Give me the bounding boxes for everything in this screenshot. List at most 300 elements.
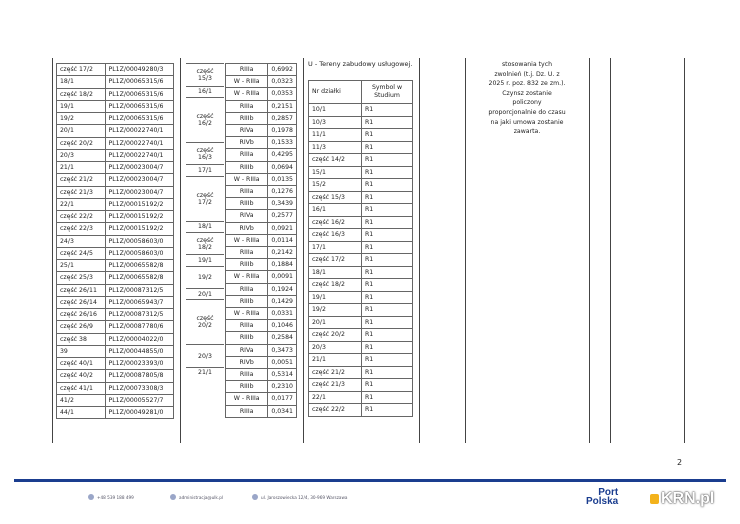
parcel-group-text: 21/1 [198,369,212,377]
land-register-number: PL1Z/00073308/3 [105,382,174,394]
area-value: 0,5314 [268,369,297,381]
land-register-number: PL1Z/00015192/2 [105,198,174,210]
table-row [226,149,297,161]
table-row [57,272,174,284]
krn-text: KRN.pl [661,490,715,507]
parcel-number: część 22/2 [309,404,362,417]
frame-line [589,58,590,443]
zone-symbol: R1 [362,266,413,279]
table-row [226,295,297,307]
land-register-number: PL1Z/00065315/6 [105,100,174,112]
area-value: 0,0091 [268,271,297,283]
table-row [226,222,297,234]
table-row [309,329,413,342]
land-class: RIVb [226,137,268,149]
zone-symbol: R1 [362,179,413,192]
area-value: 0,1924 [268,283,297,295]
legal-line: Czynsz zostanie [502,89,552,97]
column-header: Nr działki [309,81,362,104]
parcel-group-label [186,86,224,97]
table-row [309,316,413,329]
table-row [57,88,174,100]
phone-icon [88,494,94,500]
table-row [57,260,174,272]
area-value: 0,0114 [268,234,297,246]
land-class: W - RIIIa [226,234,268,246]
footer-email-text: administracja@ulk.pl [179,494,224,500]
parcel-number: 19/1 [57,100,106,112]
table-row [309,104,413,117]
table-row [226,234,297,246]
page-number: 2 [677,458,683,467]
table-row [57,198,174,210]
table-row [226,64,297,76]
area-value: 0,0353 [268,88,297,100]
footer-phone [88,494,134,500]
parcel-number: 15/1 [309,166,362,179]
land-class: W - RIIIa [226,76,268,88]
table-row [226,173,297,185]
table-row [226,198,297,210]
zone-symbol: R1 [362,341,413,354]
table-row [226,112,297,124]
lock-icon [650,494,659,504]
area-value: 0,1046 [268,320,297,332]
area-value: 0,6992 [268,64,297,76]
frame-line [52,58,53,443]
land-class: RIVa [226,344,268,356]
table-row [57,407,174,419]
table-row [309,391,413,404]
zone-symbol: R1 [362,291,413,304]
table-row [57,296,174,308]
area-value: 0,1978 [268,125,297,137]
parcel-group-text: 16/2 [198,119,212,127]
zone-symbol: R1 [362,366,413,379]
table-row [226,308,297,320]
zone-symbol: R1 [362,391,413,404]
land-class: W - RIIIa [226,271,268,283]
parcel-number: 44/1 [57,407,106,419]
area-value: 0,1276 [268,186,297,198]
land-class: RIVa [226,125,268,137]
parcel-number: 21/1 [57,162,106,174]
parcel-number: 41/2 [57,394,106,406]
table-row [57,321,174,333]
table-row [57,235,174,247]
land-register-number: PL1Z/00058603/0 [105,247,174,259]
parcel-group-text: 20/3 [198,352,212,360]
frame-line [303,58,304,443]
land-register-number: PL1Z/00044855/0 [105,345,174,357]
parcel-number: część 18/2 [309,279,362,292]
table-row [309,304,413,317]
parcel-number: część 22/2 [57,211,106,223]
table-row [309,166,413,179]
land-class: RIVa [226,210,268,222]
footer-address [252,494,347,500]
parcel-number: część 16/2 [309,216,362,229]
table-row [309,279,413,292]
table-row [226,88,297,100]
table-row [57,358,174,370]
parcel-number: 10/1 [309,104,362,117]
table-row [57,113,174,125]
table-row [226,356,297,368]
area-value: 0,2584 [268,332,297,344]
land-register-number: PL1Z/00023004/7 [105,174,174,186]
zone-symbol: R1 [362,354,413,367]
parcel-group-label [186,367,224,378]
parcel-number: 19/2 [57,113,106,125]
table-row [226,283,297,295]
area-value: 0,0177 [268,393,297,405]
parcel-number: 19/1 [309,291,362,304]
parcel-number: 19/2 [309,304,362,317]
parcel-number: 20/1 [309,316,362,329]
table-row [226,393,297,405]
parcel-number: część 40/2 [57,370,106,382]
area-value: 0,2151 [268,100,297,112]
land-class: RIIIa [226,64,268,76]
land-class: RIIIa [226,320,268,332]
legal-text [466,60,588,137]
land-class: RIIIb [226,161,268,173]
land-register-number: PL1Z/00023004/7 [105,162,174,174]
zone-symbol: R1 [362,304,413,317]
land-class: RIIIa [226,405,268,417]
parcel-number: 24/3 [57,235,106,247]
parcel-group-text: 16/3 [198,153,212,161]
area-value: 0,0051 [268,356,297,368]
parcel-number: 11/1 [309,129,362,142]
land-class: RIIIa [226,247,268,259]
land-register-number: PL1Z/00087312/5 [105,309,174,321]
table-row [226,161,297,173]
parcel-number: część 14/2 [309,154,362,167]
parcel-number: 22/1 [309,391,362,404]
parcel-number: 10/3 [309,116,362,129]
zone-symbol: R1 [362,129,413,142]
land-class-table [225,63,297,418]
land-register-number: PL1Z/00022740/1 [105,137,174,149]
parcel-group-text: część [196,67,214,75]
parcel-register-table [56,63,174,419]
footer-phone-text: +48 539 188 499 [97,494,134,500]
land-class: RIIIa [226,186,268,198]
parcel-number: 25/1 [57,260,106,272]
land-class: RIVb [226,222,268,234]
table-row [57,149,174,161]
table-row [57,223,174,235]
land-class: RIIIa [226,100,268,112]
land-register-number: PL1Z/00023004/7 [105,186,174,198]
land-register-number: PL1Z/00058603/0 [105,235,174,247]
land-class: RIIIa [226,369,268,381]
parcel-number: 18/1 [309,266,362,279]
area-value: 0,2857 [268,112,297,124]
area-value: 0,2310 [268,381,297,393]
parcel-number: część 24/5 [57,247,106,259]
parcel-number: część 18/2 [57,88,106,100]
zone-symbol: R1 [362,254,413,267]
parcel-group-label [186,266,224,289]
parcel-number: 15/2 [309,179,362,192]
zone-symbol: R1 [362,204,413,217]
parcel-number: część 21/2 [309,366,362,379]
parcel-number: część 21/2 [57,174,106,186]
zone-symbol: R1 [362,404,413,417]
land-class: RIVb [226,356,268,368]
parcel-number: część 16/3 [309,229,362,242]
table-row [309,116,413,129]
parcel-group-text: 20/1 [198,290,212,298]
parcel-group-label [186,142,224,165]
table-row [309,379,413,392]
parcel-number: część 15/3 [309,191,362,204]
zone-symbol: R1 [362,241,413,254]
footer-email [170,494,223,500]
table-row [57,382,174,394]
legal-line: 2025 r. poz. 832 ze zm.). [488,80,566,88]
zone-symbol: R1 [362,279,413,292]
parcel-group-label [186,221,224,232]
table-row [309,216,413,229]
table-row [57,100,174,112]
parcel-group-label [186,288,224,299]
parcel-number: 20/3 [57,149,106,161]
table-row [57,370,174,382]
parcel-group-text: część [196,191,214,199]
land-register-number: PL1Z/00022740/1 [105,149,174,161]
land-register-number: PL1Z/00087312/5 [105,284,174,296]
land-register-number: PL1Z/00065582/8 [105,260,174,272]
land-class: RIIIa [226,283,268,295]
zone-symbol: R1 [362,141,413,154]
frame-line [684,58,685,443]
zone-symbol: R1 [362,379,413,392]
area-value: 0,1884 [268,259,297,271]
parcel-number: 11/3 [309,141,362,154]
land-class: RIIIb [226,198,268,210]
table-row [226,381,297,393]
zone-symbol: R1 [362,191,413,204]
parcel-group-label [186,164,224,175]
land-register-number: PL1Z/00015192/2 [105,211,174,223]
table-row [226,247,297,259]
parcel-number: część 40/1 [57,358,106,370]
footer-rule [14,479,726,482]
frame-line [180,58,181,443]
parcel-group-text: 20/2 [198,322,212,330]
table-row [309,129,413,142]
table-row [226,320,297,332]
table-row [309,179,413,192]
parcel-group-label [186,63,224,86]
parcel-group-text: 17/2 [198,198,212,206]
land-register-number: PL1Z/00087780/6 [105,321,174,333]
parcel-group-text: 18/1 [198,223,212,231]
parcel-group-text: część [196,146,214,154]
table-row [57,309,174,321]
parcel-number: część 17/2 [57,64,106,76]
table-row [226,137,297,149]
area-value: 0,0323 [268,76,297,88]
table-row [226,405,297,417]
table-row [309,404,413,417]
table-row [226,332,297,344]
parcel-group-label [186,176,224,221]
parcel-number: część 26/11 [57,284,106,296]
table-row [57,394,174,406]
mail-icon [170,494,176,500]
table-row [309,241,413,254]
legal-line: policzony [512,99,542,107]
parcel-number: 39 [57,345,106,357]
table-row [57,247,174,259]
area-value: 0,3473 [268,344,297,356]
table-row [226,344,297,356]
land-class: RIIIb [226,259,268,271]
land-register-number: PL1Z/00065315/6 [105,88,174,100]
land-register-number: PL1Z/00005527/7 [105,394,174,406]
table-row [226,259,297,271]
parcel-number: 17/1 [309,241,362,254]
parcel-number: część 41/1 [57,382,106,394]
table-row [309,254,413,267]
table-row [57,174,174,186]
area-value: 0,0341 [268,405,297,417]
parcel-number: część 17/2 [309,254,362,267]
table-row [57,333,174,345]
table-row [309,141,413,154]
zone-symbol: R1 [362,229,413,242]
table-row [309,354,413,367]
area-value: 0,4295 [268,149,297,161]
frame-line [610,58,611,443]
table-row [309,266,413,279]
parcel-number: część 26/9 [57,321,106,333]
legal-line: zwolnień (t.j. Dz. U. z [494,70,560,78]
land-class: W - RIIIa [226,173,268,185]
parcel-number: 16/1 [309,204,362,217]
area-value: 0,0135 [268,173,297,185]
land-register-number: PL1Z/00015192/2 [105,223,174,235]
parcel-group-text: 19/1 [198,256,212,264]
area-value: 0,0694 [268,161,297,173]
area-value: 0,0921 [268,222,297,234]
port-polska-logo [586,488,618,506]
land-register-number: PL1Z/00004022/0 [105,333,174,345]
area-value: 0,2577 [268,210,297,222]
table-row [309,204,413,217]
table-row [309,366,413,379]
parcel-group-text: 19/2 [198,273,212,281]
land-class: RIIIb [226,112,268,124]
zone-symbol: R1 [362,104,413,117]
table-row [57,76,174,88]
parcel-number: część 21/3 [57,186,106,198]
zone-symbol: R1 [362,216,413,229]
area-value: 0,2142 [268,247,297,259]
logo-line-2: Polska [586,496,619,507]
zone-symbol: R1 [362,116,413,129]
parcel-group-text: część [196,315,214,323]
table-row [57,186,174,198]
table-row [57,125,174,137]
area-value: 0,0331 [268,308,297,320]
logo-line-1: Port [598,487,619,498]
parcel-number: 21/1 [309,354,362,367]
parcel-group-text: 15/3 [198,74,212,82]
land-register-number: PL1Z/00022740/1 [105,125,174,137]
land-class: W - RIIIa [226,308,268,320]
land-register-number: PL1Z/00065943/7 [105,296,174,308]
parcel-number: część 20/2 [309,329,362,342]
land-class: RIIIb [226,295,268,307]
table-row [57,137,174,149]
zone-title: U - Tereny zabudowy usługowej. [308,60,413,68]
parcel-number: 22/1 [57,198,106,210]
parcel-group-text: 17/1 [198,166,212,174]
table-row [57,64,174,76]
parcel-group-label [186,344,224,367]
table-header [309,81,413,104]
area-value: 0,1429 [268,295,297,307]
zoning-table [308,80,413,417]
parcel-number: część 25/3 [57,272,106,284]
legal-line: zawarta. [513,128,541,136]
zone-symbol: R1 [362,316,413,329]
table-row [309,229,413,242]
location-icon [252,494,258,500]
legal-line: proporcjonalnie do czasu [488,108,566,116]
legal-line: na jaki umowa zostanie [490,118,564,126]
parcel-group-text: 16/1 [198,88,212,96]
parcel-group-label [186,232,224,255]
table-row [309,341,413,354]
table-row [226,271,297,283]
table-row [226,210,297,222]
land-register-number: PL1Z/00023393/0 [105,358,174,370]
parcel-number: 20/3 [309,341,362,354]
footer-address-text: ul. Jaroszowiecka 12/4, 30-969 Warszawa [261,494,348,500]
table-row [57,162,174,174]
land-register-number: PL1Z/00049281/0 [105,407,174,419]
parcel-number: 18/1 [57,76,106,88]
parcel-group-label [186,254,224,265]
parcel-group-text: 18/2 [198,243,212,251]
parcel-number: 20/1 [57,125,106,137]
parcel-number: część 21/3 [309,379,362,392]
land-class: W - RIIIa [226,393,268,405]
table-row [226,125,297,137]
table-row [309,154,413,167]
table-row [309,291,413,304]
land-register-number: PL1Z/00049280/3 [105,64,174,76]
parcel-group-label [186,97,224,142]
column-header: Symbol w Studium [362,81,413,104]
parcel-group-text: część [196,112,214,120]
land-register-number: PL1Z/00065315/6 [105,76,174,88]
table-row [226,76,297,88]
land-class: RIIIa [226,149,268,161]
table-row [309,191,413,204]
parcel-group-label [186,299,224,344]
parcel-number: część 22/3 [57,223,106,235]
land-class: RIIIb [226,332,268,344]
area-value: 0,1533 [268,137,297,149]
